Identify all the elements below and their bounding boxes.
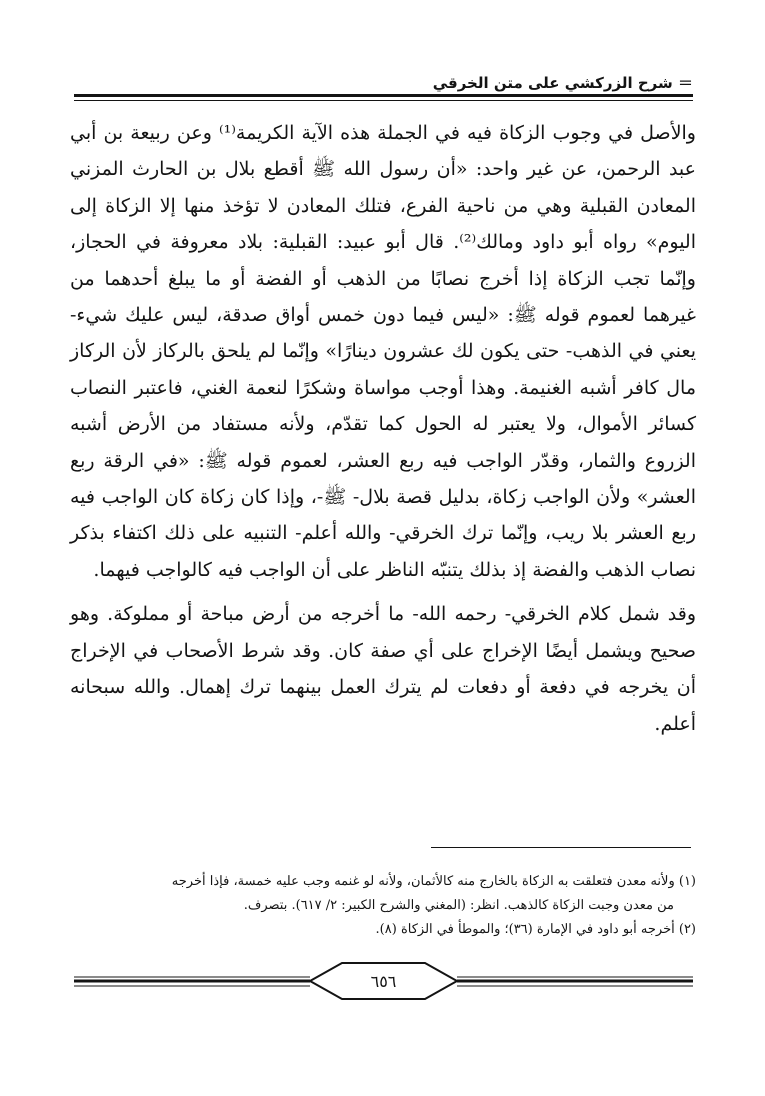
footnotes (70, 870, 696, 942)
running-header (74, 72, 693, 102)
footnote-separator (431, 847, 691, 848)
running-header-title (433, 72, 693, 93)
paragraph-2: وقد شمل كلام الخرقي- رحمه الله- ما أخرجه من أرض مباحة أو مملوكة. وهو صحيح ويشمل أيضًا الإخراج على أي صفة كان. وقد شرط الأصحاب في الإخراج أن يخرجه في دفعة أو دفعات لم يترك العمل بينهما ترك إهمال. والله سبحانه أعلم. (70, 603, 696, 735)
paragraph-1: والأصل في وجوب الزكاة فيه في الجملة هذه الآية الكريمة⁽¹⁾ وعن ربيعة بن أبي عبد الرحمن، عن غير واحد: «أن رسول الله ﷺ أقطع بلال بن الحارث المزني المعادن القبلية وهي من ناحية الفرع، فتلك المعادن لا تؤخذ منها إلا الزكاة إلى اليوم» رواه أبو داود ومالك⁽²⁾. قال أبو عبيد: القبلية: بلاد معروفة في الحجاز، وإنّما تجب الزكاة إذا أخرج نصابًا من الذهب أو الفضة أو ما يبلغ أحدهما من غيرهما لعموم قوله ﷺ: «ليس فيما دون خمس أواق صدقة، ليس عليك شيء- يعني في الذهب- حتى يكون لك عشرون دينارًا» وإنّما لم يلحق بالركاز لأن الركاز مال كافر أشبه الغنيمة. وهذا أوجب مواساة وشكرًا لنعمة الغني، فاعتبر النصاب كسائر الأموال، ولا يعتبر له الحول كما تقدّم، ولأنه مستفاد من الأرض أشبه الزروع والثمار، وقدّر الواجب فيه ربع العشر، لعموم قوله ﷺ: «في الرقة ربع العشر» ولأن الواجب زكاة، بدليل قصة بلال- ﷺ-، وإذا كان زكاة كان الواجب فيه ربع العشر بلا ريب، وإنّما ترك الخرقي- والله أعلم- التنبيه على ذلك اكتفاء بذكر نصاب الذهب والفضة إذ بذلك يتنبّه الناظر على أن الواجب فيه كالواجب فيهما. (70, 122, 696, 581)
header-title-text: شرح الزركشي على متن الخرقي (432, 74, 673, 92)
main-text (70, 115, 696, 742)
footnote-2: (٢) أخرجه أبو داود في الإمارة (٣٦)؛ والموطأ في الزكاة (٨). (375, 922, 696, 937)
header-dash-icon: ＝ (672, 74, 693, 92)
header-rule-thin (74, 100, 693, 101)
footnote-1-line-2: من معدن وجبت الزكاة كالذهب. انظر: (المغني والشرح الكبير: ٢/ ٦١٧). بتصرف. (243, 898, 674, 913)
header-rule-thick (74, 94, 693, 97)
page-number: ٦٥٦ (370, 972, 397, 991)
page-number-ornament (74, 960, 693, 1010)
footnote-1-line-1: (١) ولأنه معدن فتعلقت به الزكاة بالخارج منه كالأثمان، ولأنه لو غنمه وجب عليه خمسة، فإذا أخرجه (171, 874, 696, 889)
